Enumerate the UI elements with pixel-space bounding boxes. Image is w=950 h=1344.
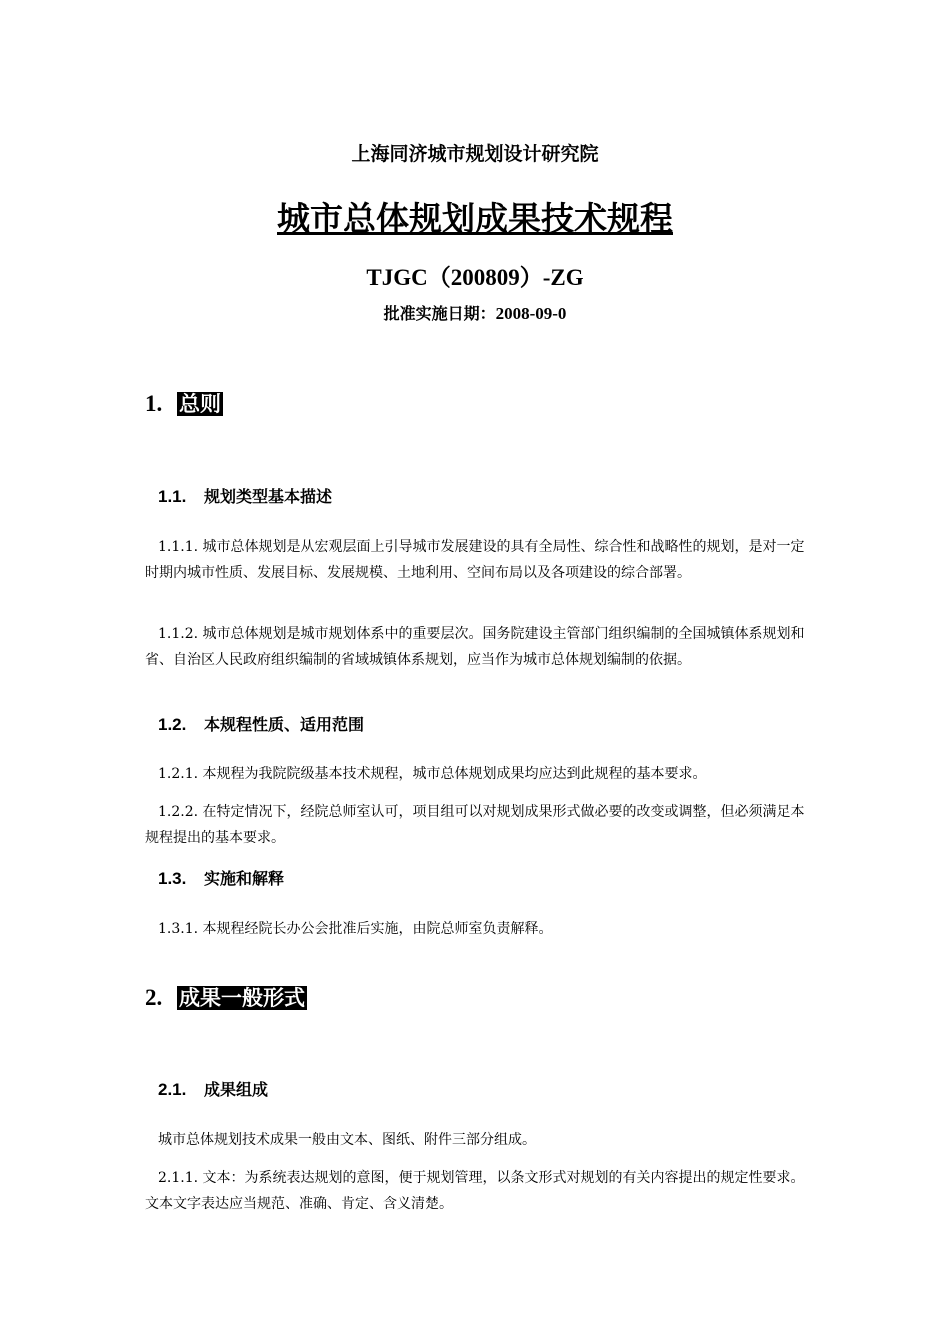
document-code: TJGC（200809）-ZG <box>366 265 584 290</box>
section-heading-2 <box>145 982 307 1012</box>
paragraph-1-1-1: 1.1.1. 城市总体规划是从宏观层面上引导城市发展建设的具有全局性、综合性和战略性的规划，是对一定时期内城市性质、发展目标、发展规模、土地利用、空间布局以及各项建设的综合部署。 <box>145 539 805 581</box>
subsection-number: 2.1. <box>158 1080 187 1099</box>
subsection-number: 1.3. <box>158 869 187 888</box>
section-heading-1 <box>145 388 223 418</box>
paragraph-1-2-2: 1.2.2. 在特定情况下，经院总师室认可，项目组可以对规划成果形式做必要的改变或调整，但必须满足本规程提出的基本要求。 <box>145 804 805 846</box>
approval-date <box>0 301 950 324</box>
section-number: 2. <box>145 985 163 1010</box>
approval-date-label: 批准实施日期： <box>383 304 496 323</box>
subsection-heading-1-2 <box>158 712 364 735</box>
subsection-title: 实施和解释 <box>204 869 285 888</box>
document-title: 城市总体规划成果技术规程 <box>277 199 673 238</box>
section-title: 成果一般形式 <box>179 986 305 1010</box>
paragraph-1-3-1: 1.3.1. 本规程经院长办公会批准后实施，由院总师室负责解释。 <box>158 921 553 937</box>
subsection-number: 1.2. <box>158 715 187 734</box>
paragraph-1-2-1: 1.2.1. 本规程为我院院级基本技术规程，城市总体规划成果均应达到此规程的基本要求。 <box>158 766 707 782</box>
paragraph-1-1-2: 1.1.2. 城市总体规划是城市规划体系中的重要层次。国务院建设主管部门组织编制的全国城镇体系规划和省、自治区人民政府组织编制的省域城镇体系规划，应当作为城市总体规划编制的依据。 <box>145 626 805 668</box>
subsection-title: 规划类型基本描述 <box>204 487 333 506</box>
section-title: 总则 <box>179 392 221 416</box>
approval-date-value: 2008-09-0 <box>495 304 567 323</box>
subsection-title: 本规程性质、适用范围 <box>204 715 365 734</box>
organization-name: 上海同济城市规划设计研究院 <box>351 143 599 165</box>
subsection-heading-1-1 <box>158 484 332 507</box>
paragraph-2-1-intro: 城市总体规划技术成果一般由文本、图纸、附件三部分组成。 <box>158 1132 536 1148</box>
subsection-title: 成果组成 <box>204 1080 269 1099</box>
subsection-heading-2-1 <box>158 1077 268 1100</box>
paragraph-2-1-1: 2.1.1. 文本：为系统表达规划的意图，便于规划管理，以条文形式对规划的有关内容提出的规定性要求。文本文字表达应当规范、准确、肯定、含义清楚。 <box>145 1170 805 1212</box>
subsection-heading-1-3 <box>158 866 284 889</box>
section-number: 1. <box>145 391 163 416</box>
subsection-number: 1.1. <box>158 487 187 506</box>
